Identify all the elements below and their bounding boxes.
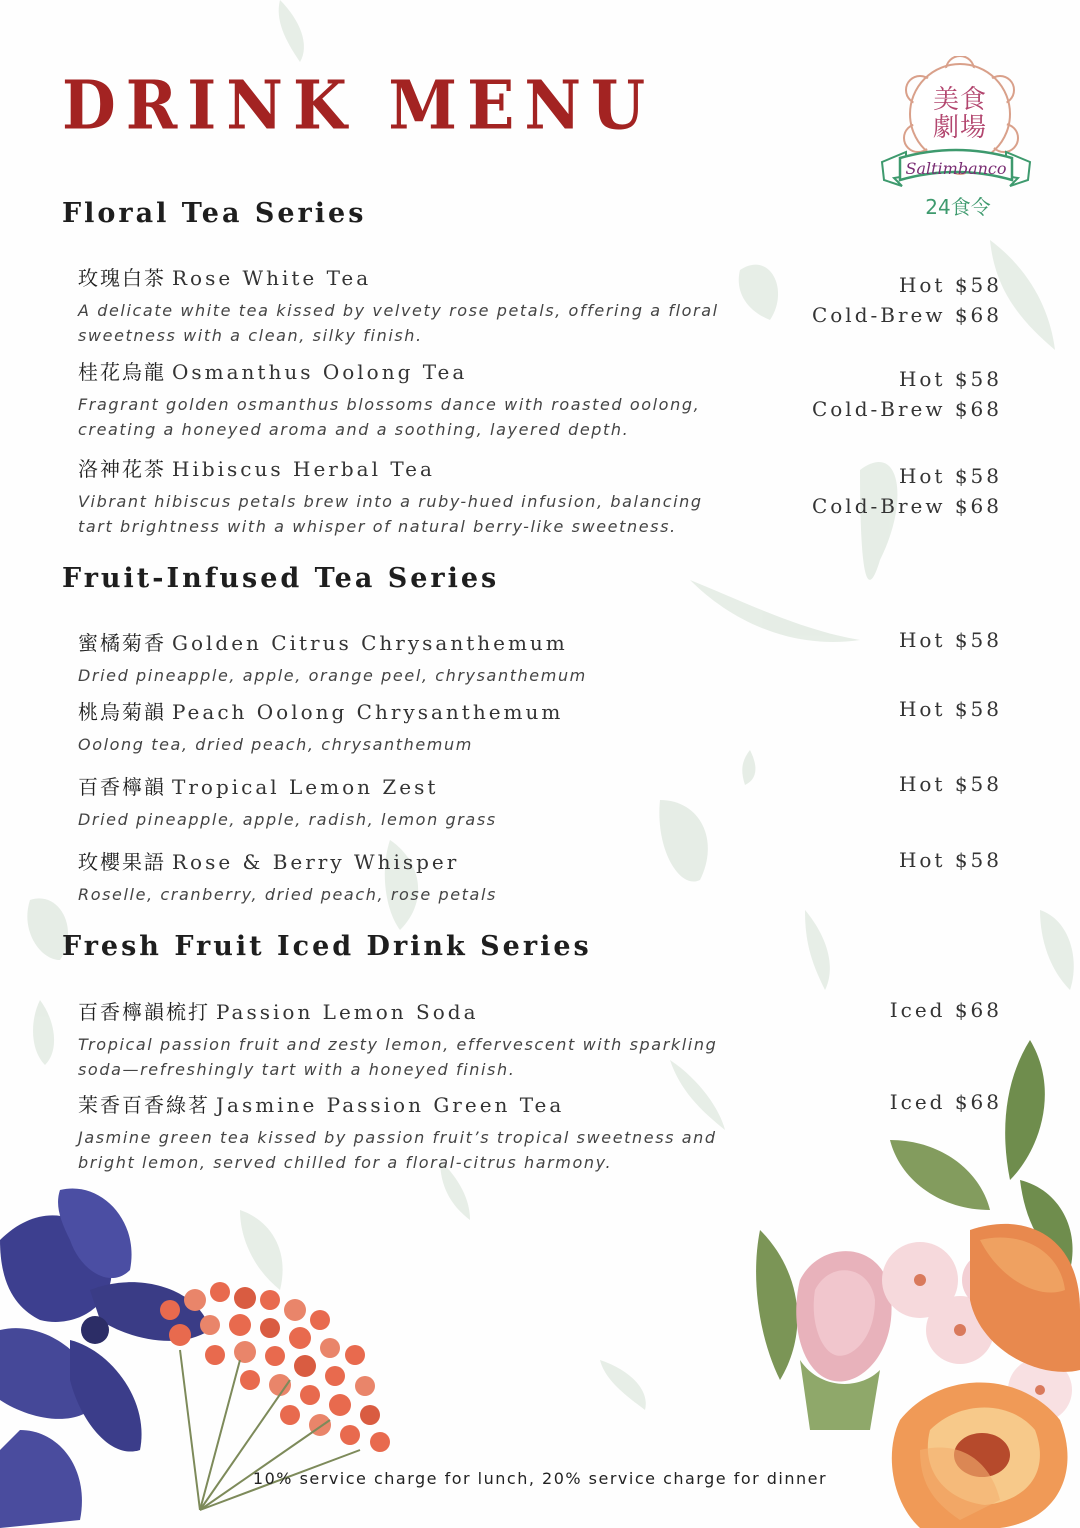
- item-name: 桂花烏龍 Osmanthus Oolong Tea: [78, 360, 468, 384]
- item-price: Hot $58: [898, 772, 1002, 796]
- item-description: Dried pineapple, apple, orange peel, chrysanthemum: [78, 666, 587, 685]
- item-name: 桃烏菊韻 Peach Oolong Chrysanthemum: [78, 700, 564, 724]
- item-price: Hot $58 Cold-Brew $68: [811, 464, 1002, 518]
- menu-item: [78, 696, 738, 757]
- item-description: Dried pineapple, apple, radish, lemon grass: [78, 810, 497, 829]
- item-price: Iced $68: [889, 998, 1002, 1022]
- item-name: 百香檸韻 Tropical Lemon Zest: [78, 775, 439, 799]
- svg-text:劇場: 劇場: [932, 113, 988, 143]
- menu-item: [78, 627, 738, 688]
- page-title: DRINK MENU: [62, 66, 656, 145]
- logo-characters: 美食: [932, 85, 988, 115]
- logo-script: Saltimbanco: [905, 159, 1007, 178]
- menu-item: [78, 846, 738, 907]
- item-name: 蜜橘菊香 Golden Citrus Chrysanthemum: [78, 631, 568, 655]
- item-name: 玫瑰白茶 Rose White Tea: [78, 266, 372, 290]
- item-description: A delicate white tea kissed by velvety rose petals, offering a floral sweetness with a clean, silky finish.: [78, 301, 719, 345]
- section-title-floral: Floral Tea Series: [62, 198, 367, 229]
- item-name: 玫櫻果語 Rose & Berry Whisper: [78, 850, 460, 874]
- item-description: Tropical passion fruit and zesty lemon, effervescent with sparkling soda—refreshingly tart with a honeyed finish.: [78, 1035, 718, 1079]
- item-description: Fragrant golden osmanthus blossoms dance with roasted oolong, creating a honeyed aroma and a soothing, layered depth.: [78, 395, 701, 439]
- item-name: 茉香百香綠茗 Jasmine Passion Green Tea: [78, 1093, 565, 1117]
- menu-item: [78, 771, 738, 832]
- menu-item: [78, 356, 738, 442]
- flower-illustration-right: [740, 1030, 1080, 1528]
- item-price: Hot $58: [898, 848, 1002, 872]
- menu-item: [78, 262, 738, 348]
- item-price: Hot $58: [898, 628, 1002, 652]
- menu-item: [78, 1089, 738, 1175]
- logo-subtitle: 24食令: [925, 195, 991, 219]
- item-description: Jasmine green tea kissed by passion fruit’s tropical sweetness and bright lemon, served chilled for a floral-citrus harmony.: [78, 1128, 717, 1172]
- item-name: 百香檸韻梳打 Passion Lemon Soda: [78, 1000, 479, 1024]
- menu-item: [78, 453, 738, 539]
- restaurant-logo: [876, 56, 1036, 226]
- item-name: 洛神花茶 Hibiscus Herbal Tea: [78, 457, 435, 481]
- item-description: Oolong tea, dried peach, chrysanthemum: [78, 735, 473, 754]
- menu-item: [78, 996, 738, 1082]
- service-charge-note: 10% service charge for lunch, 20% service charge for dinner: [252, 1469, 828, 1488]
- item-price: Hot $58 Cold-Brew $68: [811, 273, 1002, 327]
- item-description: Roselle, cranberry, dried peach, rose petals: [78, 885, 497, 904]
- item-price: Hot $58 Cold-Brew $68: [811, 367, 1002, 421]
- item-description: Vibrant hibiscus petals brew into a ruby-hued infusion, balancing tart brightness with a whisper of natural berry-like sweetness.: [78, 492, 703, 536]
- item-price: Hot $58: [898, 697, 1002, 721]
- item-price: Iced $68: [889, 1090, 1002, 1114]
- section-title-fruit-infused: Fruit-Infused Tea Series: [62, 563, 500, 594]
- section-title-fresh-fruit: Fresh Fruit Iced Drink Series: [62, 931, 592, 962]
